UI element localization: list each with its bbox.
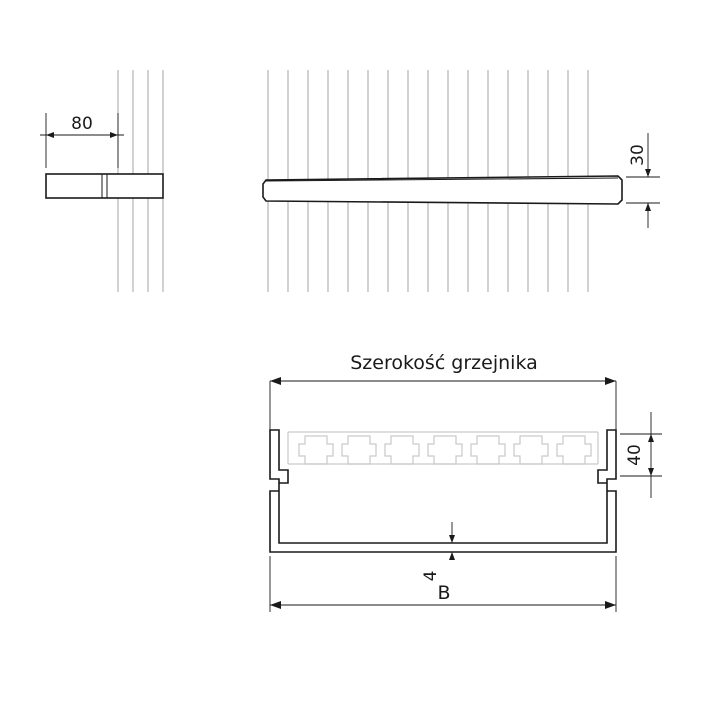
dimension-radiator-width <box>270 352 616 440</box>
dimension-b <box>270 556 616 612</box>
profile-end-body <box>46 174 163 198</box>
dimension-80-label: 80 <box>71 114 93 134</box>
channel-outline <box>270 430 616 552</box>
dimension-80 <box>40 113 124 168</box>
dimension-4-label: 4 <box>421 570 441 582</box>
dimension-40-label: 40 <box>625 444 645 466</box>
dimension-40 <box>620 412 662 498</box>
view-front-top <box>263 70 660 292</box>
view-channel-section <box>270 352 662 612</box>
radiator-width-label: Szerokość grzejnika <box>350 352 538 374</box>
dimension-b-label: B <box>437 582 451 604</box>
internal-fins-ghost <box>288 432 598 464</box>
dimension-30-label: 30 <box>628 144 648 166</box>
view-side-end <box>40 70 163 292</box>
dimension-30 <box>626 133 660 228</box>
